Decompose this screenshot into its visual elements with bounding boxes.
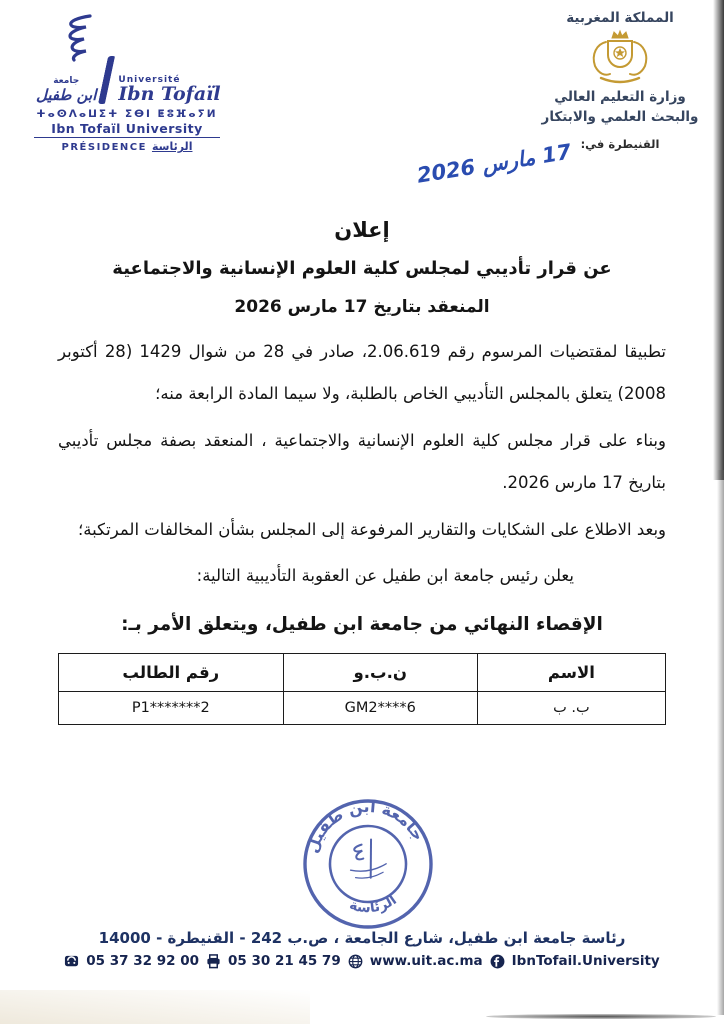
logo-tifinagh-name: ⵜⴰⵙⴷⴰⵡⵉⵜ ⵉⴱⵏ ⵟⵓⴼⴰⵢⵍ xyxy=(36,108,218,120)
handwritten-date-stamp: 17 مارس 2026 xyxy=(415,139,573,188)
kingdom-title: المملكة المغربية xyxy=(566,10,674,26)
ministry-line-2: والبحث العلمي والابتكار xyxy=(541,108,699,125)
phone-icon xyxy=(64,954,79,969)
sanction-line: الإقصاء النهائي من جامعة ابن طفيل، ويتعلق الأمر بـ: xyxy=(121,613,603,635)
logo-english-name: Ibn Tofaïl University xyxy=(51,121,203,136)
column-header-student-number: رقم الطالب xyxy=(59,653,284,691)
paragraph-complaints: وبعد الاطلاع على الشكايات والتقارير المرفوعة إلى المجلس بشأن المخالفات المرتكبة؛ xyxy=(78,520,666,540)
coat-of-arms-icon xyxy=(577,28,663,88)
ministry-header xyxy=(535,10,705,151)
paragraph-council-decision: وبناء على قرار مجلس كلية العلوم الإنسانية والاجتماعية ، المنعقد بصفة مجلس تأديبي بتاريخ 17 مارس 2026. xyxy=(58,431,666,493)
scan-edge-right xyxy=(713,0,724,480)
place-date-label: القنيطرة في: xyxy=(580,137,660,152)
sanction-table xyxy=(58,653,666,725)
facebook-icon xyxy=(490,954,505,969)
column-header-name: الاسم xyxy=(477,653,665,691)
table-row xyxy=(59,691,666,724)
footer-address: رئاسة جامعة ابن طفيل، شارع الجامعة ، ص.ب 242 - القنيطرة - 14000 xyxy=(98,929,626,947)
meeting-date-line: المنعقد بتاريخ 17 مارس 2026 xyxy=(234,297,490,317)
globe-icon xyxy=(348,954,363,969)
document-subtitle: عن قرار تأديبي لمجلس كلية العلوم الإنسانية والاجتماعية xyxy=(112,258,612,279)
table-header-row xyxy=(59,653,666,691)
logo-wordmark xyxy=(36,56,221,104)
footer-contact-bar xyxy=(0,953,724,969)
stamp-inner-signature xyxy=(347,838,387,880)
logo-presidence-line: PRÉSIDENCE الرئاسة xyxy=(34,137,220,153)
cell-student-cne: GM2****6 xyxy=(283,691,477,724)
column-header-cne: ن.ب.و xyxy=(283,653,477,691)
ministry-line-1: وزارة التعليم العالي xyxy=(554,89,686,105)
footer-facebook: IbnTofail.University xyxy=(511,953,660,969)
cell-student-name: ب. ب xyxy=(477,691,665,724)
cell-student-number: P1*******2 xyxy=(59,691,284,724)
logo-french-name: Université Ibn Tofaïl xyxy=(118,75,221,105)
logo-arabic-name: جامعة ابن طفيل xyxy=(36,76,97,104)
logo-signature-mark-icon xyxy=(46,12,98,62)
stamp-top-text: جامعة ابن طفيل xyxy=(302,796,429,856)
scan-edge-bottom xyxy=(486,1014,716,1019)
footer-phone: 05 37 32 92 00 xyxy=(86,953,199,969)
footer-website: www.uit.ac.ma xyxy=(369,953,483,969)
stamp-bottom-text: الرئاسة xyxy=(347,892,400,917)
announcement-line: يعلن رئيس جامعة ابن طفيل عن العقوبة التأديبية التالية: xyxy=(196,566,574,586)
svg-text:الرئاسة xyxy=(346,891,401,919)
fax-icon xyxy=(206,954,221,969)
paragraph-decree: تطبيقا لمقتضيات المرسوم رقم 2.06.619، صادر في 28 من شوال 1429 (28 أكتوبر 2008) يتعلق بالمجلس التأديبي الخاص بالطلبة، ولا سيما المادة الرابعة منه؛ xyxy=(58,342,666,404)
logo-vertical-stroke xyxy=(98,56,116,104)
scan-noise-bottom-left xyxy=(0,990,310,1024)
presidency-round-stamp xyxy=(290,786,446,942)
document-body xyxy=(58,218,666,725)
footer-fax: 05 30 21 45 79 xyxy=(227,953,341,969)
document-title: إعلان xyxy=(334,218,390,242)
